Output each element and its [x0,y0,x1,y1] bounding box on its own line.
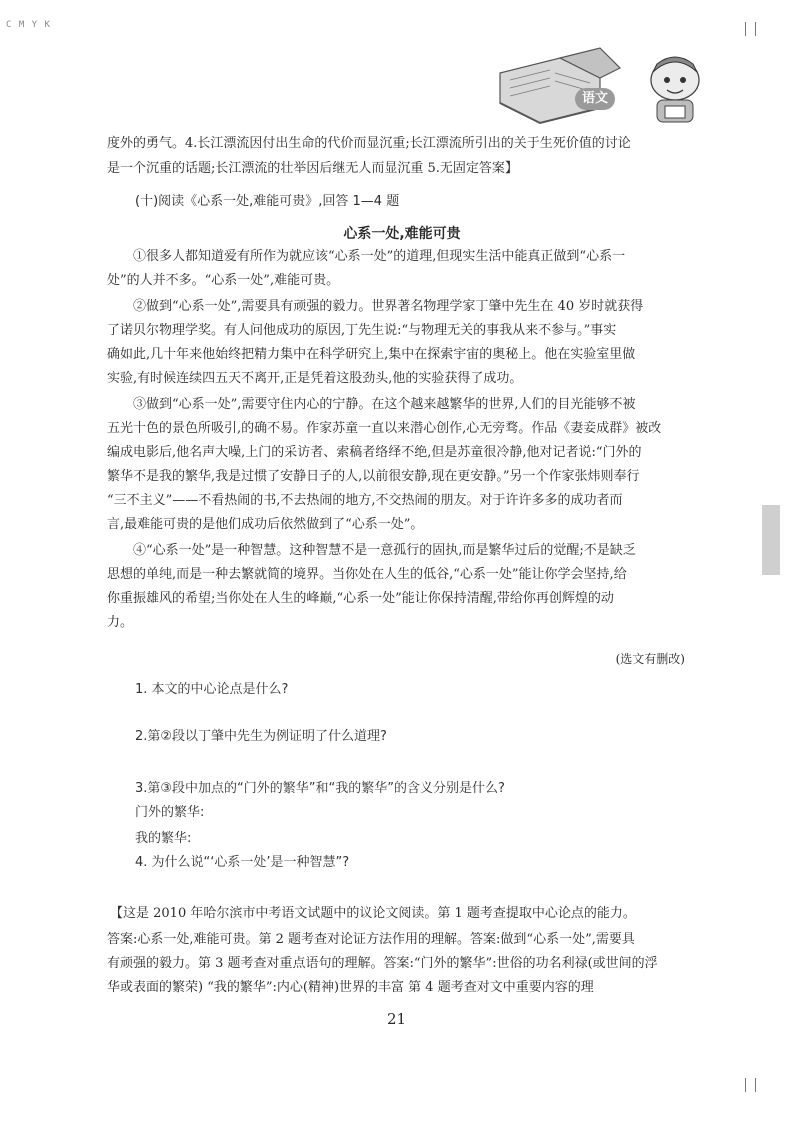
answer-line: 华或表面的繁荣) “我的繁华”:内心(精神)世界的丰富 第 4 题考查对文中重要内容的理 [107,980,594,995]
section-heading: (十)阅读《心系一处,难能可贵》,回答 1—4 题 [135,194,400,209]
paragraph-line: ③做到“心系一处”,需要守住内心的宁静。在这个越来越繁华的世界,人们的目光能够不被 [133,397,636,412]
mascot-icon [635,50,715,128]
question-3-blank-2: 我的繁华: [135,831,192,846]
question-1: 1. 本文的中心论点是什么? [135,682,289,697]
paragraph-line: 你重振雄风的希望;当你处在人生的峰巅,“心系一处”能让你保持清醒,带给你再创辉煌的动 [107,591,614,606]
question-3-blank-1: 门外的繁华: [135,805,205,820]
answer-line: 有顽强的毅力。第 3 题考查对重点语句的理解。答案:“门外的繁华”:世俗的功名利禄(或世间的浮 [107,956,658,971]
article-title: 心系一处,难能可贵 [343,226,461,242]
answer-line: 答案:心系一处,难能可贵。第 2 题考查对论证方法作用的理解。答案:做到“心系一处”,需要具 [107,932,635,947]
paragraph-line: ②做到“心系一处”,需要具有顽强的毅力。世界著名物理学家丁肇中先生在 40 岁时就获得 [133,299,644,314]
paragraph-line: ④“心系一处”是一种智慧。这种智慧不是一意孤行的固执,而是繁华过后的觉醒;不是缺乏 [133,543,636,558]
crop-mark-top-right [745,22,759,36]
question-2: 2.第②段以丁肇中先生为例证明了什么道理? [135,729,387,744]
paragraph-line: 编成电影后,他名声大噪,上门的采访者、索稿者络绎不绝,但是苏童很冷静,他对记者说:“门外的 [107,445,642,460]
question-4: 4. 为什么说“‘心系一处’是一种智慧”? [135,855,350,870]
page-number: 21 [386,1010,407,1028]
paragraph-line: ①很多人都知道爱有所作为就应该“心系一处”的道理,但现实生活中能真正做到“心系一 [133,249,626,264]
paragraph-line: 确如此,几十年来他始终把精力集中在科学研究上,集中在探索宇宙的奥秘上。他在实验室里做 [107,347,636,362]
paragraph-line: “三不主义”——不看热闹的书,不去热闹的地方,不交热闹的朋友。对于许许多多的成功者而 [107,493,623,508]
answer-line: 【这是 2010 年哈尔滨市中考语文试题中的议论文阅读。第 1 题考查提取中心论点的能力。 [110,906,636,921]
paragraph-line: 处”的人并不多。“心系一处”,难能可贵。 [107,273,340,288]
paragraph-line: 了诺贝尔物理学奖。有人问他成功的原因,丁先生说:“与物理无关的事我从来不参与。”事实 [107,323,617,338]
paragraph-line: 言,最难能可贵的是他们成功后依然做到了“心系一处”。 [107,517,424,532]
margin-mark [762,505,780,575]
paragraph-line: 思想的单纯,而是一种去繁就简的境界。当你处在人生的低谷,“心系一处”能让你学会坚持,给 [107,567,627,582]
paragraph-line-emphasis: 繁华不是我的繁华,我是过惯了安静日子的人,以前很安静,现在更安静。”另一个作家张炜则奉行 [107,469,640,484]
paragraph-line: 力。 [107,615,134,630]
paragraph-line: 实验,有时候连续四五天不离开,正是凭着这股劲头,他的实验获得了成功。 [107,371,523,386]
paragraph-line: 五光十色的景色所吸引,的确不易。作家苏童一直以来潜心创作,心无旁骛。作品《妻妾成群》被改 [107,421,662,436]
cmyk-label: C M Y K [6,20,51,30]
intro-line: 是一个沉重的话题;长江漂流的壮举因后继无人而显沉重 5.无固定答案】 [107,161,518,176]
question-3: 3.第③段中加点的“门外的繁华”和“我的繁华”的含义分别是什么? [135,781,505,796]
source-note: (选文有删改) [615,652,685,666]
crop-mark-bottom-right [745,1078,759,1092]
subject-badge: 语文 [575,88,615,110]
intro-line: 度外的勇气。4.长江漂流因付出生命的代价而显沉重;长江漂流所引出的关于生死价值的讨论 [107,136,631,151]
